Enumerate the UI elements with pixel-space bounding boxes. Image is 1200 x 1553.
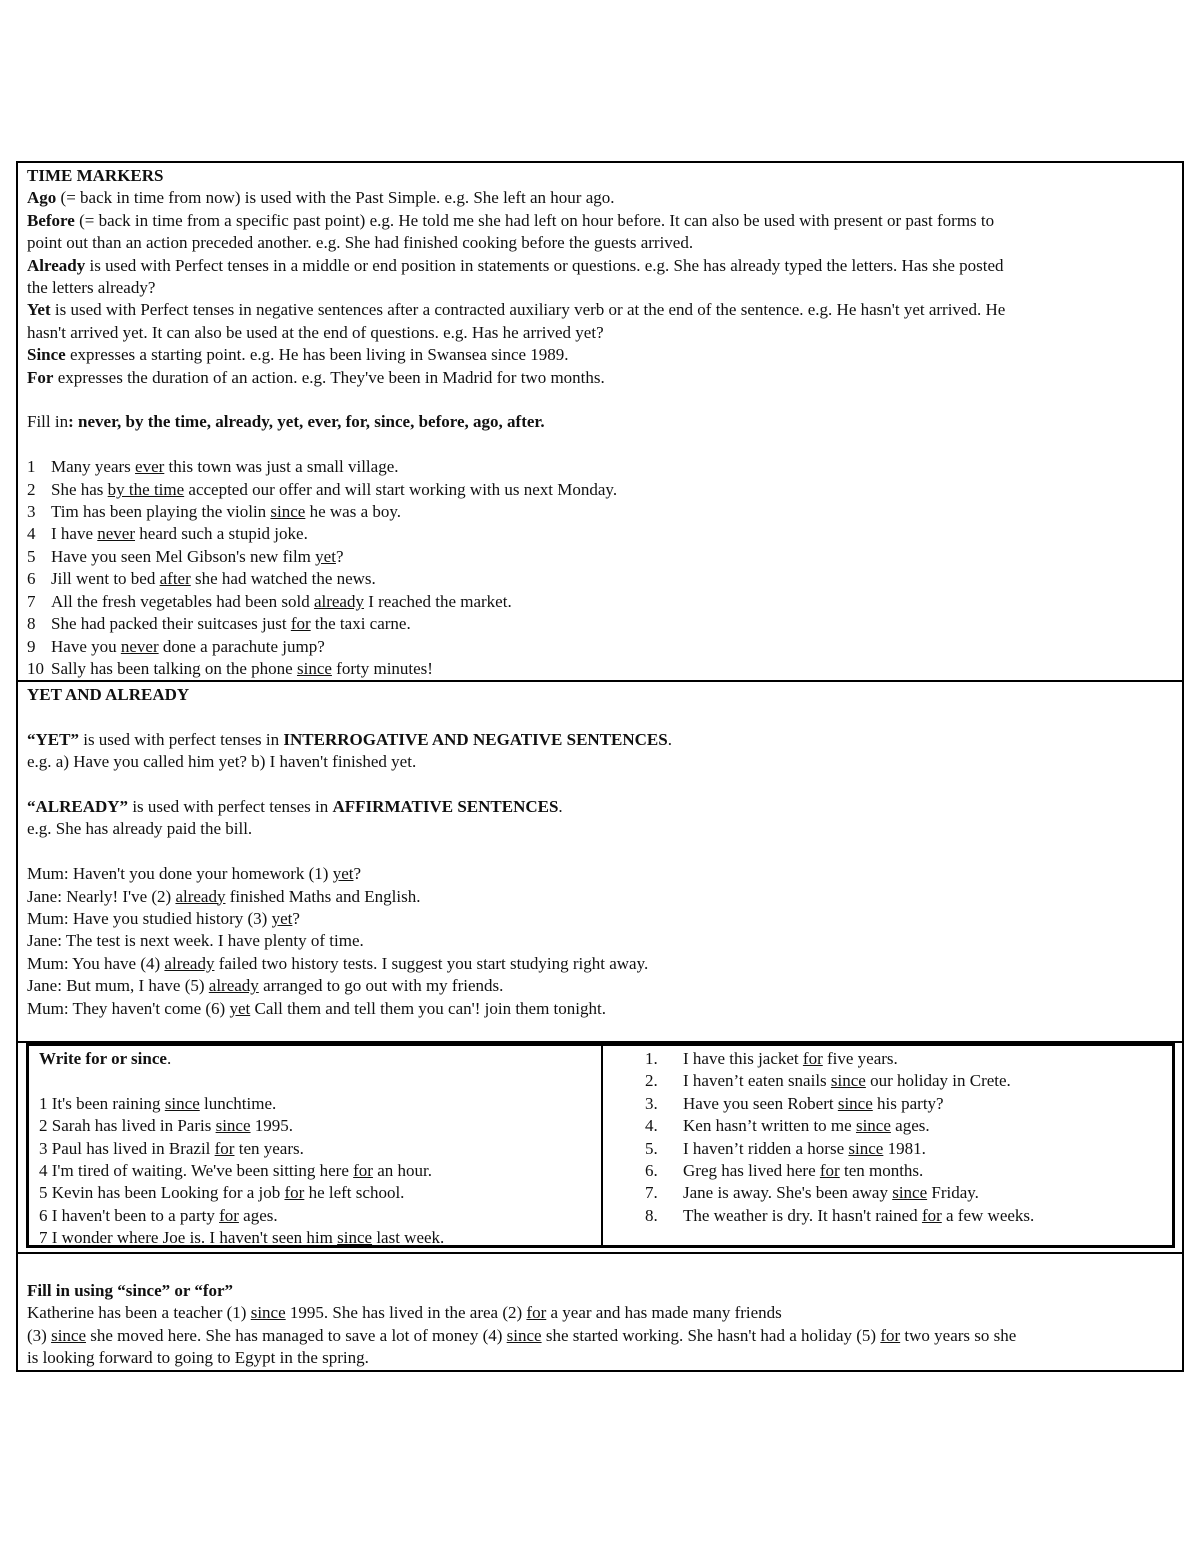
item-text: Many years [51,457,136,477]
item-text: forty minutes! [331,658,433,678]
answer: by the time [107,479,185,499]
answer: yet [229,998,251,1018]
item-text: an hour. [372,1161,432,1181]
item-text: 1995. [250,1116,294,1136]
dialogue-line [27,975,1174,997]
exercise-item [27,456,1174,478]
exercise-item [645,1182,1172,1204]
exercise-item [39,1182,601,1204]
item-number: 1 [39,1093,48,1113]
item-text: a few weeks. [941,1205,1035,1225]
item-text: ten months. [839,1161,924,1181]
item-number: 5 [39,1183,48,1203]
item-text: Have you seen Robert [683,1093,838,1113]
already-rule: “ALREADY” is used with perfect tenses in AFFIRMATIVE SENTENCES. [27,797,563,816]
section-heading: YET AND ALREADY [27,685,190,704]
item-number: 1 [27,457,36,477]
item-text: the taxi carne. [310,614,411,634]
section-heading: TIME MARKERS [27,166,164,185]
exercise-item [27,636,1174,658]
for-since-table [26,1043,1175,1248]
speaker: Mum: [27,953,69,973]
answer: since [837,1093,873,1113]
item-text: last week. [372,1228,445,1248]
worksheet [16,161,1184,1372]
item-number: 5. [645,1138,658,1158]
exercise-item [645,1048,1172,1070]
answer: for [819,1161,840,1181]
line-text: Haven't you done your homework (1) [68,864,333,884]
answer: since [51,1325,87,1345]
fill-in-instruction: Fill in: never, by the time, already, yet, ever, for, since, before, ago, after. [27,412,545,432]
item-text: lunchtime. [199,1093,277,1113]
item-text: I haven't been to a party [47,1205,220,1225]
line-text: The test is next week. I have plenty of time. [61,931,364,951]
yet-rule: “YET” is used with perfect tenses in INTERROGATIVE AND NEGATIVE SENTENCES. [27,729,672,749]
item-number: 8 [27,614,36,634]
exercise-item [39,1160,601,1182]
answer: since [830,1071,866,1091]
item-text: he left school. [304,1183,405,1203]
exercise-item [27,546,1174,568]
item-text: She had packed their suitcases just [51,614,291,634]
item-number: 10 [27,658,44,678]
exercise-item [27,591,1174,613]
answer: since [506,1325,542,1345]
rule-before: Before (= back in time from a specific past point) e.g. He told me she had left on hour before. It can also be used with present or past forms to [27,210,995,230]
item-text: accepted our offer and will start working with us next Monday. [184,479,618,499]
item-number: 6 [27,569,36,589]
dialogue-line [27,908,1174,930]
item-text: Sarah has lived in Paris [47,1116,216,1136]
exercise-item [39,1227,601,1249]
exercise-item [27,501,1174,523]
item-text: I have this jacket [683,1049,803,1068]
already-example: e.g. She has already paid the bill. [27,819,253,839]
item-number: 3 [39,1138,48,1158]
answer: yet [315,546,336,566]
exercise-item [645,1115,1172,1137]
line-text: Nearly! I've (2) [61,886,176,906]
exercise-item [39,1093,601,1115]
answer: since [296,658,332,678]
line-text: Have you studied history (3) [68,909,272,929]
answer: for [290,614,311,634]
exercise-item [27,658,1174,680]
item-text: she had watched the news. [190,569,376,589]
exercise-item [39,1115,601,1137]
item-text: Kevin has been Looking for a job [47,1183,285,1203]
answer: yet [271,909,293,929]
answer: for [219,1205,239,1225]
rule-ago: Ago (= back in time from now) is used with the Past Simple. e.g. She left an hour ago. [27,188,615,208]
answer: since [164,1093,200,1113]
answer: since [250,1303,286,1323]
item-number: 2. [645,1071,658,1091]
item-number: 3 [27,502,36,522]
answer: already [175,886,226,906]
exercise-item [645,1160,1172,1182]
item-number: 3. [645,1093,658,1113]
item-text: Friday. [927,1183,979,1203]
item-text: Jane is away. She's been away [683,1183,893,1203]
item-number: 4 [27,524,36,544]
katherine-line-3: is looking forward to going to Egypt in the spring. [27,1348,369,1368]
item-text: Tim has been playing the violin [51,502,271,522]
line-text: You have (4) [68,953,165,973]
exercise-item [39,1205,601,1227]
rule-since: Since expresses a starting point. e.g. He has been living in Swansea since 1989. [27,345,569,365]
rule-already: Already is used with Perfect tenses in a middle or end position in statements or questions. e.g. She has already typed the letters. Has she posted [27,255,1004,275]
exercise-item [27,523,1174,545]
answer: since [848,1138,884,1158]
section-heading: Write for or since [39,1049,167,1068]
item-text: It's been raining [47,1093,165,1113]
answer: for [214,1138,235,1158]
rule-before-cont: point out than an action preceded another. e.g. She had finished cooking before the guests arrived. [27,233,694,253]
answer: for [802,1049,823,1068]
item-text: I'm tired of waiting. We've been sitting here [47,1161,354,1181]
speaker: Mum: [27,864,69,884]
line-text: ? [353,864,362,884]
for-since-right-column [603,1046,1172,1245]
answer: since [270,502,306,522]
item-text: his party? [872,1093,944,1113]
answer: already [208,976,259,996]
katherine-line-1: Katherine has been a teacher (1) since 1995. She has lived in the area (2) for a year and has made many friends [27,1303,782,1323]
exercise-item [645,1093,1172,1115]
line-text: ? [292,909,300,929]
answer: for [921,1205,942,1225]
item-text: Have you [51,636,121,656]
line-text: failed two history tests. I suggest you start studying right away. [214,953,649,973]
item-text: I have [51,524,98,544]
answer: since [215,1116,251,1136]
item-number: 6 [39,1205,48,1225]
item-text: done a parachute jump? [158,636,325,656]
item-text: he was a boy. [305,502,402,522]
speaker: Mum: [27,909,69,929]
exercise-item [27,479,1174,501]
dialogue-line [27,863,1174,885]
katherine-section [16,1252,1184,1372]
exercise-list [27,456,1174,680]
item-text: ages. [238,1205,278,1225]
answer: since [892,1183,928,1203]
item-number: 6. [645,1161,658,1181]
speaker: Jane: [27,976,62,996]
item-text: I wonder where Joe is. I haven't seen him [47,1228,338,1248]
answer: for [880,1325,901,1345]
item-text: our holiday in Crete. [865,1071,1011,1091]
item-text: I haven’t ridden a horse [683,1138,849,1158]
item-number: 5 [27,546,36,566]
line-text: Call them and tell them you can'! join them tonight. [250,998,606,1018]
answer: for [284,1183,305,1203]
answer: ever [135,457,165,477]
dialogue-line [27,998,1174,1020]
speaker: Jane: [27,886,62,906]
item-text: All the fresh vegetables had been sold [51,591,314,611]
item-text: I haven’t eaten snails [683,1071,831,1091]
answer: since [855,1116,891,1136]
item-text: ten years. [234,1138,304,1158]
item-number: 4. [645,1116,658,1136]
item-text: The weather is dry. It hasn't rained [683,1205,922,1225]
dialogue-line [27,930,1174,952]
item-number: 9 [27,636,36,656]
answer: already [313,591,364,611]
answer: after [159,569,191,589]
for-since-left-column: Write for or since. 1 It's been raining since lunchtime. 2 Sarah has lived in Paris since 1995. 3 Paul has lived in Brazil for ten years. 4 I'm tired of waiting. We've been sitting here for an hour. 5 Kevin has been Looking for a job for he left school. 6 I haven't been to a party for ages. 7 I wonder where Joe is. I haven't seen him since last week. [29,1046,603,1245]
item-number: 2 [39,1116,48,1136]
time-markers-section [16,161,1184,680]
katherine-line-2: (3) since she moved here. She has managed to save a lot of money (4) since she started working. She hasn't had a holiday (5) for two years so she [27,1325,1017,1345]
item-number: 8. [645,1205,658,1225]
speaker: Mum: [27,998,69,1018]
yet-already-section [16,680,1184,1041]
speaker: Jane: [27,931,62,951]
line-text: They haven't come (6) [68,998,230,1018]
item-number: 4 [39,1161,48,1181]
exercise-item [27,613,1174,635]
item-text: ? [335,546,344,566]
item-number: 7 [39,1228,48,1248]
answer: since [337,1228,373,1248]
item-text: She has [51,479,108,499]
rule-yet-cont: hasn't arrived yet. It can also be used at the end of questions. e.g. Has he arrived yet? [27,322,604,342]
yet-example: e.g. a) Have you called him yet? b) I haven't finished yet. [27,752,417,772]
item-text: Have you seen Mel Gibson's new film [51,546,316,566]
item-text: Paul has lived in Brazil [47,1138,215,1158]
dialogue [27,863,1174,1020]
section-heading: Fill in using “since” or “for” [27,1281,234,1300]
dialogue-line [27,953,1174,975]
line-text: arranged to go out with my friends. [258,976,504,996]
item-text: Ken hasn’t written to me [683,1116,856,1136]
answer: never [120,636,159,656]
item-text: heard such a stupid joke. [135,524,308,544]
answer: for [353,1161,373,1181]
line-text: But mum, I have (5) [61,976,209,996]
exercise-item [645,1205,1172,1227]
exercise-item [645,1138,1172,1160]
dialogue-line [27,886,1174,908]
item-text: I reached the market. [363,591,512,611]
item-text: Greg has lived here [683,1161,820,1181]
exercise-item [27,568,1174,590]
item-number: 7 [27,591,36,611]
item-text: this town was just a small village. [164,457,399,477]
item-text: Jill went to bed [51,569,160,589]
exercise-item [39,1138,601,1160]
item-text: ages. [890,1116,930,1136]
for-since-section [16,1041,1184,1252]
rule-already-cont: the letters already? [27,278,156,298]
item-text: Sally has been talking on the phone [51,658,297,678]
rule-for: For expresses the duration of an action. e.g. They've been in Madrid for two months. [27,367,605,387]
answer: already [164,953,215,973]
answer: for [526,1303,547,1323]
item-number: 1. [645,1049,658,1068]
answer: never [97,524,136,544]
exercise-item [645,1070,1172,1092]
item-number: 7. [645,1183,658,1203]
line-text: finished Maths and English. [225,886,421,906]
item-text: 1981. [883,1138,926,1158]
answer: yet [332,864,354,884]
item-text: five years. [822,1049,898,1068]
rule-yet: Yet is used with Perfect tenses in negative sentences after a contracted auxiliary verb or at the end of the sentence. e.g. He hasn't yet arrived. He [27,300,1006,320]
item-number: 2 [27,479,36,499]
